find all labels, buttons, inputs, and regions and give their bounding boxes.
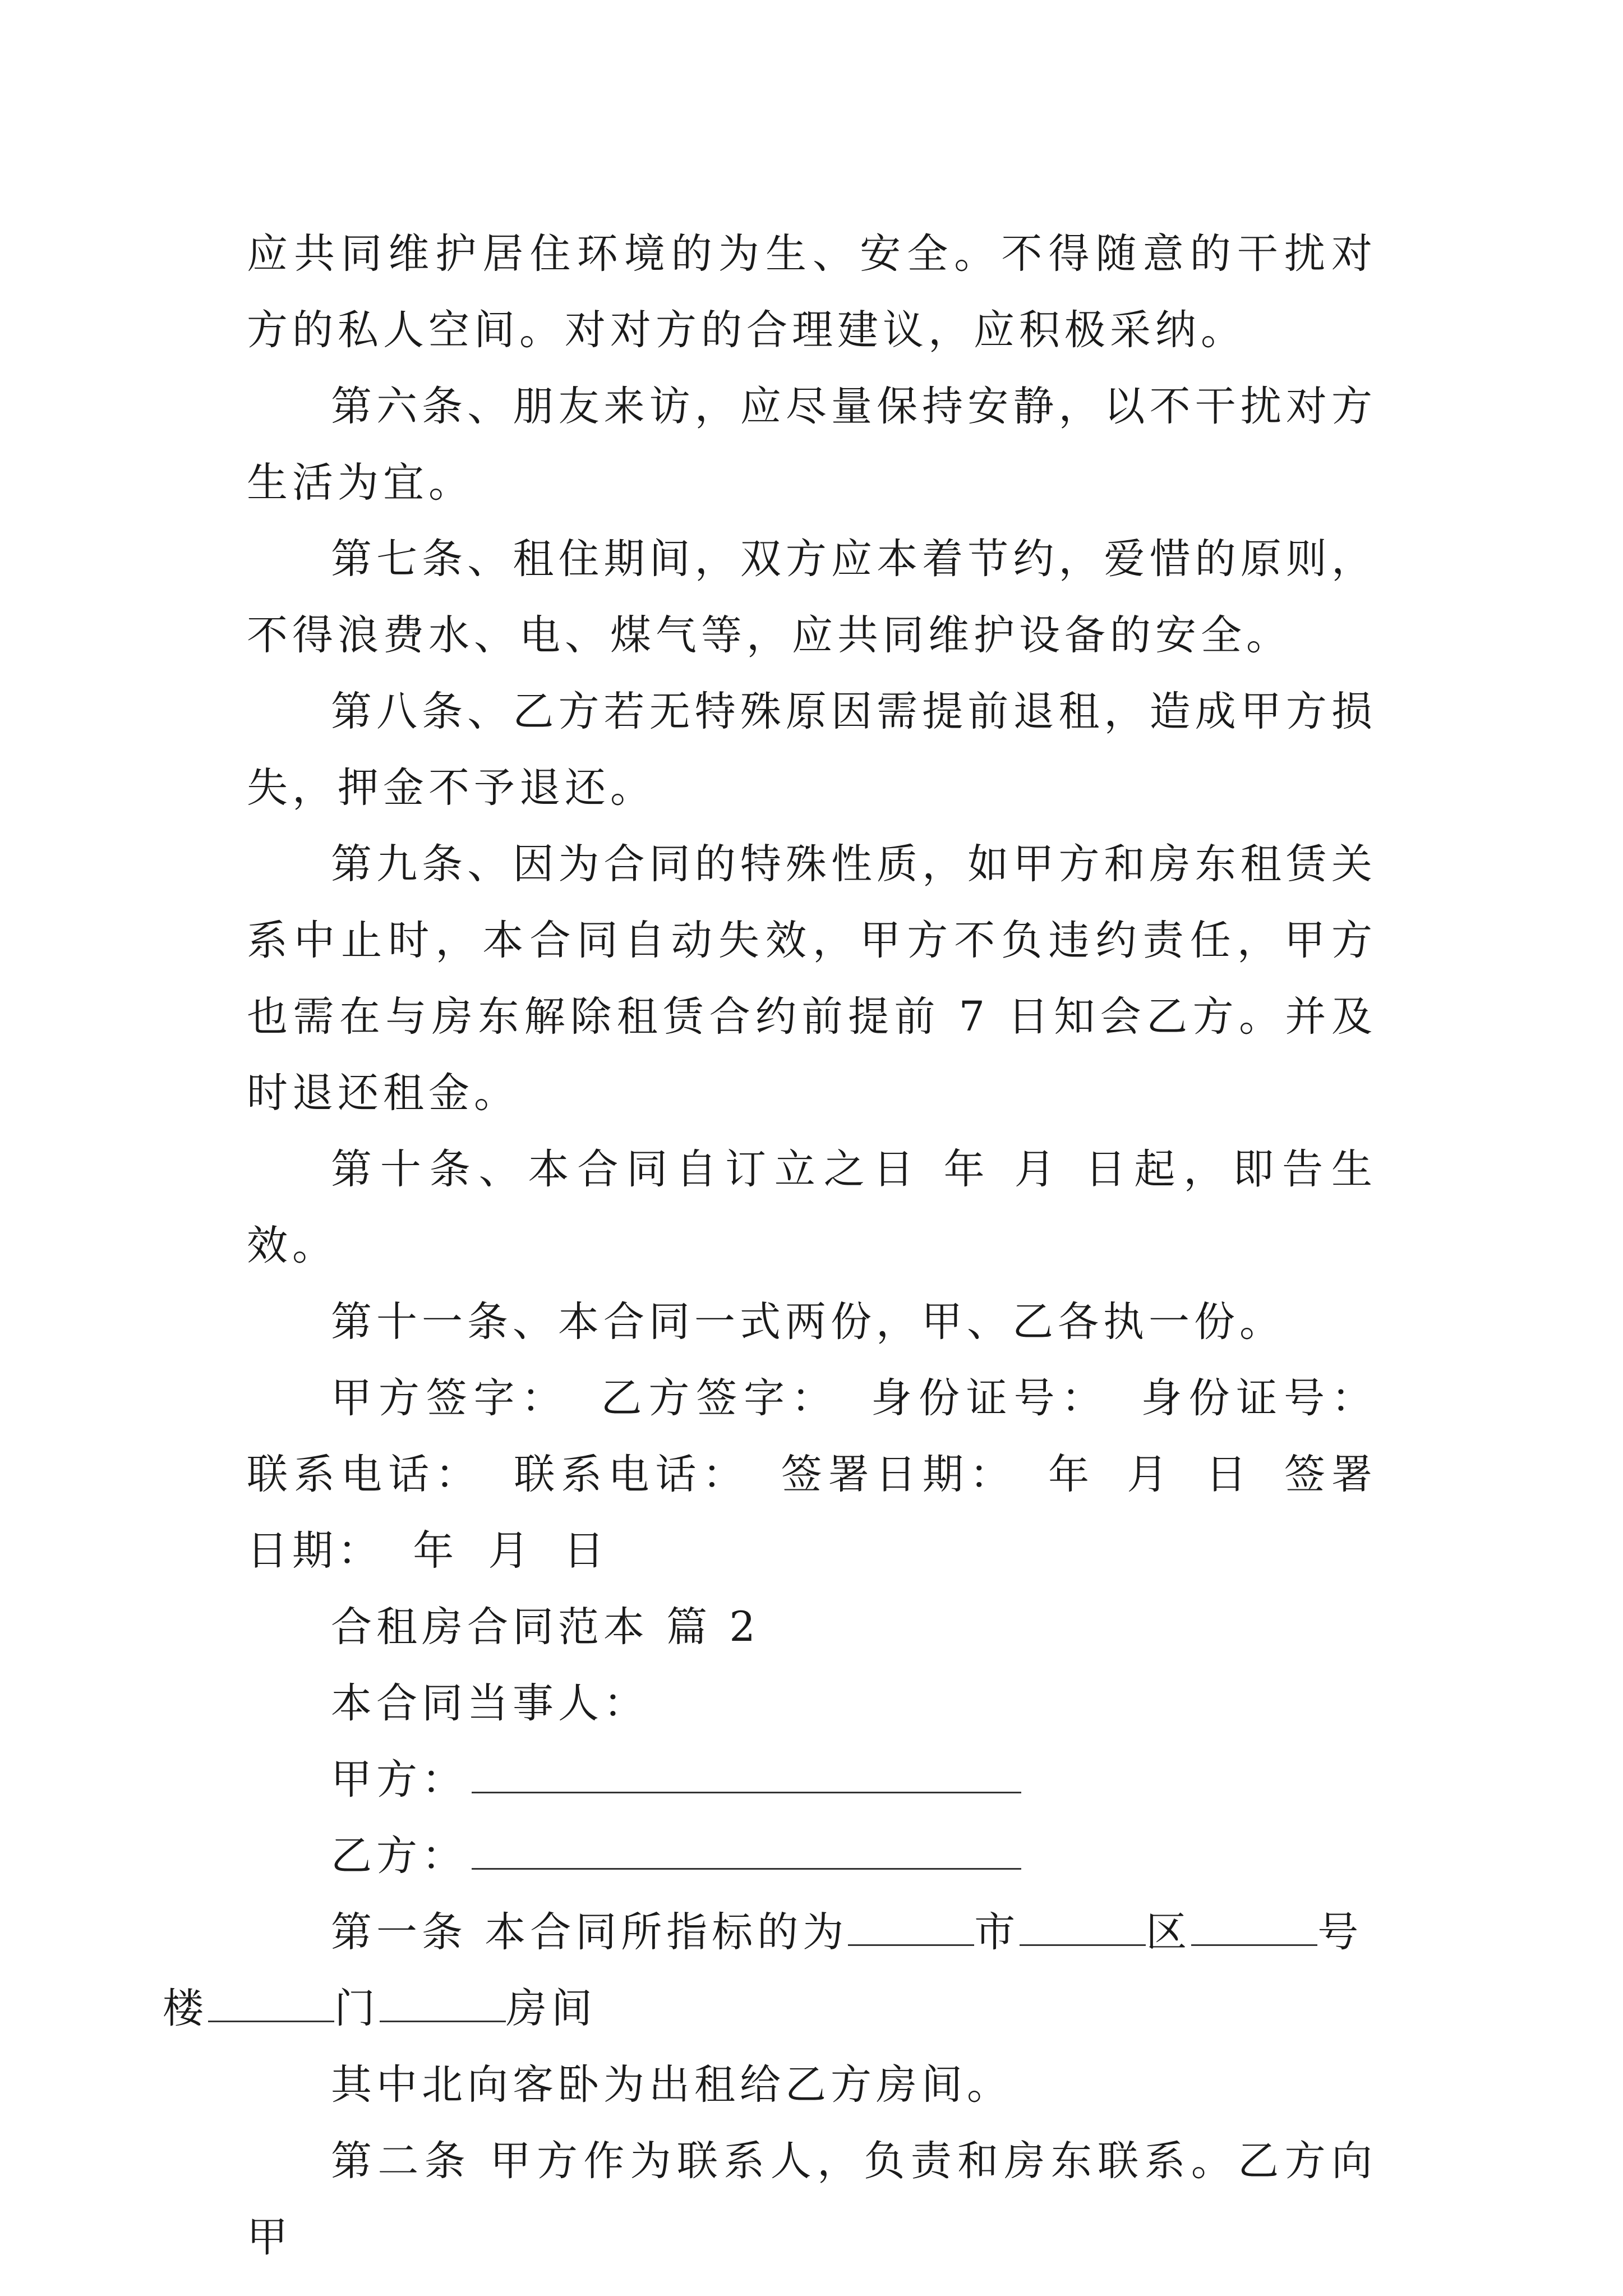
unit-blank	[380, 1986, 506, 2022]
signature-block: 甲方签字： 乙方签字： 身份证号： 身份证号： 联系电话： 联系电话： 签署日期： 年 月 日 签署日期： 年 月 日	[247, 1374, 1377, 1575]
party-a-line	[247, 1742, 1377, 1818]
rental-room-note: 其中北向客卧为出租给乙方房间。	[331, 2061, 1012, 2109]
article-1-text: 第一条 本合同所指标的为	[331, 1908, 849, 1956]
building-label: 楼	[163, 1985, 208, 2032]
city-label: 市	[974, 1908, 1020, 1956]
unit-label: 门	[334, 1985, 380, 2032]
document-page	[163, 216, 1377, 2276]
number-label: 号	[1317, 1908, 1363, 1956]
article-1	[163, 1894, 1377, 2047]
article-8: 第八条、乙方若无特殊原因需提前退租，造成甲方损失，押金不予退还。	[247, 688, 1377, 812]
room-label: 房间	[506, 1985, 597, 2032]
article-9: 第九条、因为合同的特殊性质，如甲方和房东租赁关系中止时，本合同自动失效，甲方不负违约责任，甲方也需在与房东解除租赁合约前提前 7 日知会乙方。并及时退还租金。	[247, 840, 1377, 1117]
article-7: 第七条、租住期间，双方应本着节约，爱惜的原则，不得浪费水、电、煤气等，应共同维护设备的安全。	[247, 535, 1377, 659]
paragraph-hygiene: 应共同维护居住环境的为生、安全。不得随意的干扰对方的私人空间。对对方的合理建议，应积极采纳。	[247, 230, 1377, 354]
party-a-blank	[472, 1757, 1021, 1793]
section-heading: 合租房合同范本 篇 2	[331, 1603, 760, 1651]
party-a-label: 甲方：	[331, 1756, 467, 1803]
party-b-label: 乙方：	[331, 1832, 467, 1880]
district-blank	[1020, 1910, 1146, 1946]
party-b-line	[247, 1818, 1377, 1894]
number-blank	[1191, 1910, 1317, 1946]
article-2: 第二条 甲方作为联系人，负责和房东联系。乙方向甲	[247, 2137, 1377, 2261]
article-6: 第六条、朋友来访，应尽量保持安静，以不干扰对方生活为宜。	[247, 383, 1377, 507]
building-blank	[208, 1986, 334, 2022]
city-blank	[848, 1910, 974, 1946]
party-b-blank	[472, 1833, 1021, 1870]
district-label: 区	[1146, 1908, 1192, 1956]
parties-heading: 本合同当事人：	[331, 1680, 649, 1727]
article-10: 第十条、本合同自订立之日 年 月 日起，即告生效。	[247, 1145, 1377, 1269]
article-11: 第十一条、本合同一式两份，甲、乙各执一份。	[331, 1298, 1285, 1346]
